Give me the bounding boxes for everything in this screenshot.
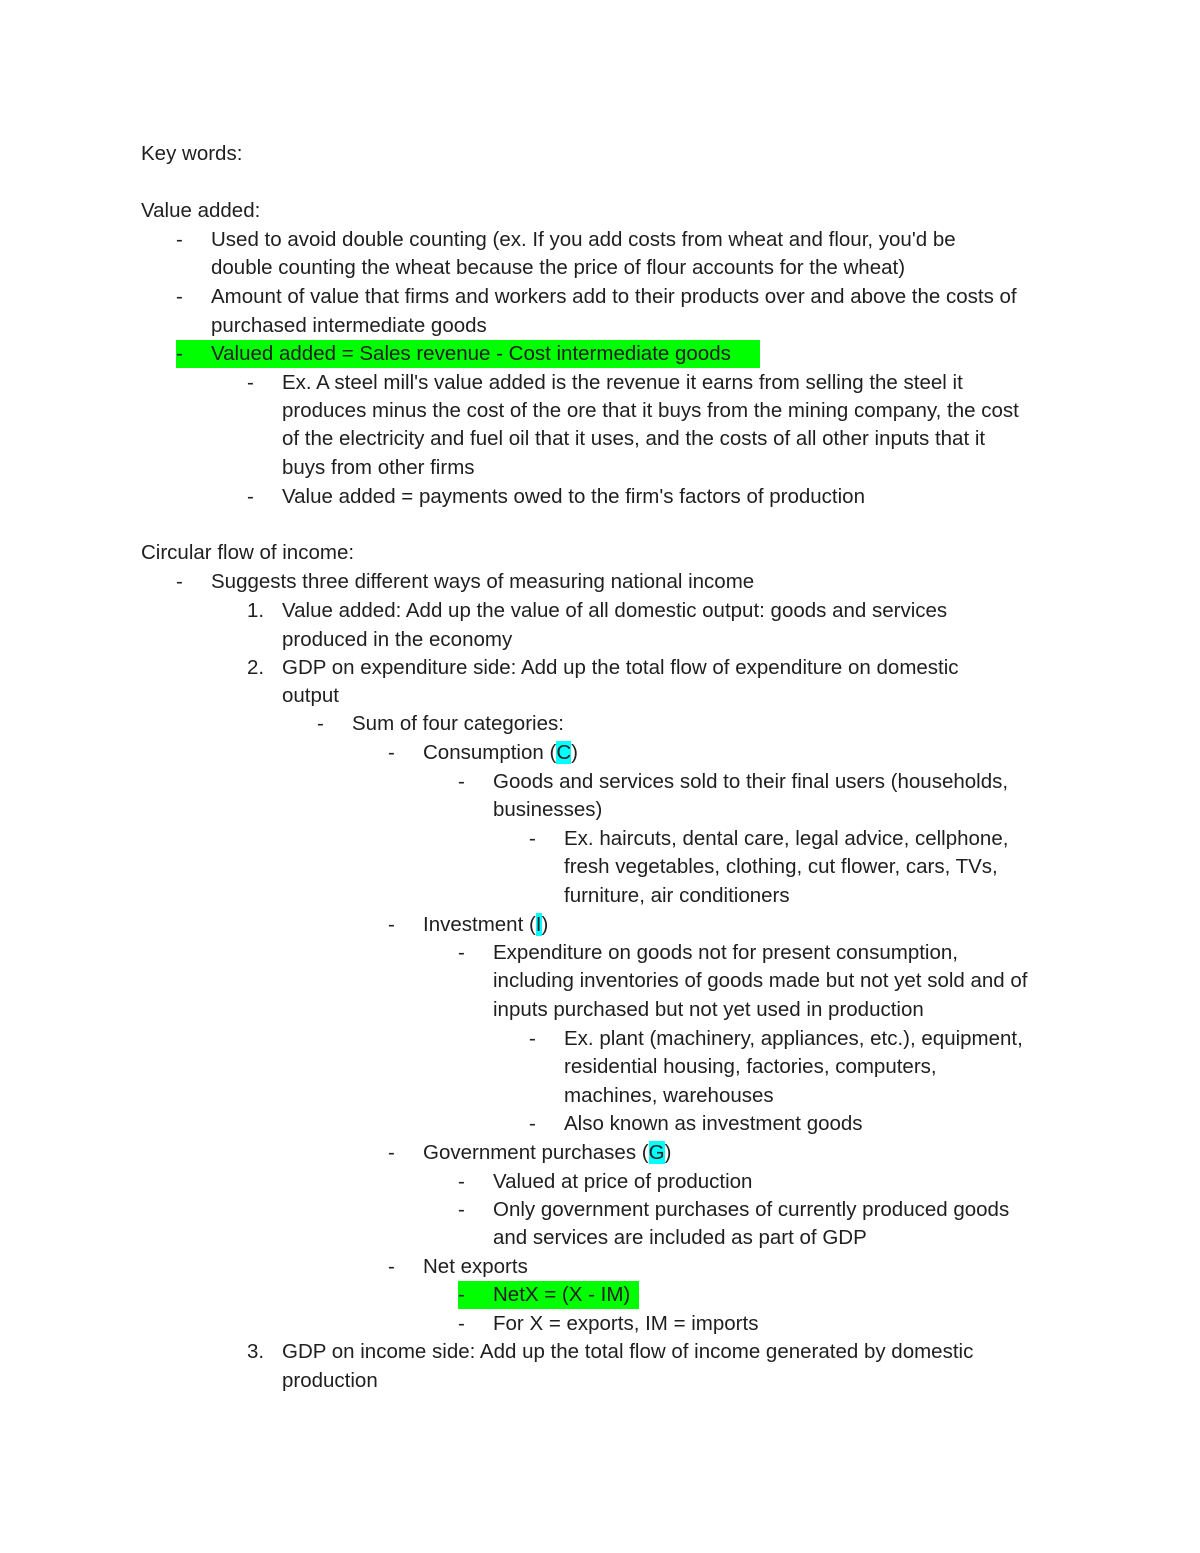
- three-ways-bullet: Suggests three different ways of measuring national income: [211, 570, 755, 593]
- circular-flow-heading: Circular flow of income:: [141, 541, 355, 564]
- investment-example-line-3: machines, warehouses: [564, 1084, 774, 1107]
- consumption-def-line-2: businesses): [493, 798, 603, 821]
- bullet-dash: -: [176, 342, 183, 365]
- investment-def-line-3: inputs purchased but not yet used in production: [493, 998, 924, 1021]
- bullet-dash: -: [247, 485, 254, 508]
- method-2-line-2: output: [282, 684, 339, 707]
- value-added-formula: Valued added = Sales revenue - Cost intermediate goods: [211, 342, 731, 365]
- investment-goods-note: Also known as investment goods: [564, 1112, 863, 1135]
- bullet-dash: -: [388, 1255, 395, 1278]
- method-1-line-1: Value added: Add up the value of all domestic output: goods and services: [282, 599, 948, 622]
- bullet-dash: -: [458, 941, 465, 964]
- value-added-bullet-2-line-2: purchased intermediate goods: [211, 314, 487, 337]
- bullet-dash: -: [529, 827, 536, 850]
- key-words-heading: Key words:: [141, 142, 243, 165]
- bullet-dash: -: [317, 712, 324, 735]
- bullet-dash: -: [529, 1027, 536, 1050]
- bullet-dash: -: [458, 1170, 465, 1193]
- method-2-line-1: GDP on expenditure side: Add up the total flow of expenditure on domestic: [282, 656, 959, 679]
- bullet-dash: -: [529, 1112, 536, 1135]
- numbered-marker-3: 3.: [247, 1340, 265, 1363]
- method-1-line-2: produced in the economy: [282, 628, 513, 651]
- government-def-2-line-2: and services are included as part of GDP: [493, 1226, 867, 1249]
- investment-symbol-highlight: I: [535, 913, 542, 936]
- bullet-dash: -: [388, 1141, 395, 1164]
- value-added-bullet-1-line-2: double counting the wheat because the price of flour accounts for the wheat): [211, 256, 906, 279]
- government-symbol-highlight: G: [648, 1141, 665, 1164]
- bullet-dash: -: [247, 371, 254, 394]
- steel-mill-example-line-1: Ex. A steel mill's value added is the revenue it earns from selling the steel it: [282, 371, 963, 394]
- investment-example-line-1: Ex. plant (machinery, appliances, etc.), equipment,: [564, 1027, 1023, 1050]
- consumption-example-line-1: Ex. haircuts, dental care, legal advice, cellphone,: [564, 827, 1009, 850]
- value-added-heading: Value added:: [141, 199, 261, 222]
- consumption-def-line-1: Goods and services sold to their final users (households,: [493, 770, 1009, 793]
- bullet-dash: -: [458, 1198, 465, 1221]
- bullet-dash: -: [176, 228, 183, 251]
- bullet-dash: -: [388, 741, 395, 764]
- steel-mill-example-line-2: produces minus the cost of the ore that it buys from the mining company, the cost: [282, 399, 1019, 422]
- consumption-example-line-3: furniture, air conditioners: [564, 884, 790, 907]
- investment-example-line-2: residential housing, factories, computers,: [564, 1055, 937, 1078]
- government-def-1: Valued at price of production: [493, 1170, 753, 1193]
- value-added-payments: Value added = payments owed to the firm's factors of production: [282, 485, 865, 508]
- government-def-2-line-1: Only government purchases of currently produced goods: [493, 1198, 1010, 1221]
- bullet-dash: -: [458, 1283, 465, 1306]
- value-added-bullet-2-line-1: Amount of value that firms and workers add to their products over and above the costs of: [211, 285, 1017, 308]
- value-added-bullet-1-line-1: Used to avoid double counting (ex. If you add costs from wheat and flour, you'd be: [211, 228, 956, 251]
- bullet-dash: -: [458, 1312, 465, 1335]
- netx-formula: NetX = (X - IM): [493, 1283, 631, 1306]
- numbered-marker-1: 1.: [247, 599, 265, 622]
- bullet-dash: -: [388, 913, 395, 936]
- bullet-dash: -: [176, 285, 183, 308]
- consumption-symbol-highlight: C: [556, 741, 572, 764]
- method-3-line-1: GDP on income side: Add up the total flow of income generated by domestic: [282, 1340, 974, 1363]
- consumption-label: Consumption (C): [423, 741, 578, 764]
- consumption-example-line-2: fresh vegetables, clothing, cut flower, cars, TVs,: [564, 855, 998, 878]
- steel-mill-example-line-4: buys from other firms: [282, 456, 475, 479]
- numbered-marker-2: 2.: [247, 656, 265, 679]
- sum-of-categories: Sum of four categories:: [352, 712, 564, 735]
- netx-definitions: For X = exports, IM = imports: [493, 1312, 759, 1335]
- bullet-dash: -: [176, 570, 183, 593]
- government-label: Government purchases (G): [423, 1141, 672, 1164]
- bullet-dash: -: [458, 770, 465, 793]
- investment-def-line-2: including inventories of goods made but not yet sold and of: [493, 969, 1028, 992]
- net-exports-label: Net exports: [423, 1255, 528, 1278]
- investment-def-line-1: Expenditure on goods not for present consumption,: [493, 941, 958, 964]
- method-3-line-2: production: [282, 1369, 378, 1392]
- steel-mill-example-line-3: of the electricity and fuel oil that it uses, and the costs of all other inputs that it: [282, 427, 986, 450]
- investment-label: Investment (I): [423, 913, 549, 936]
